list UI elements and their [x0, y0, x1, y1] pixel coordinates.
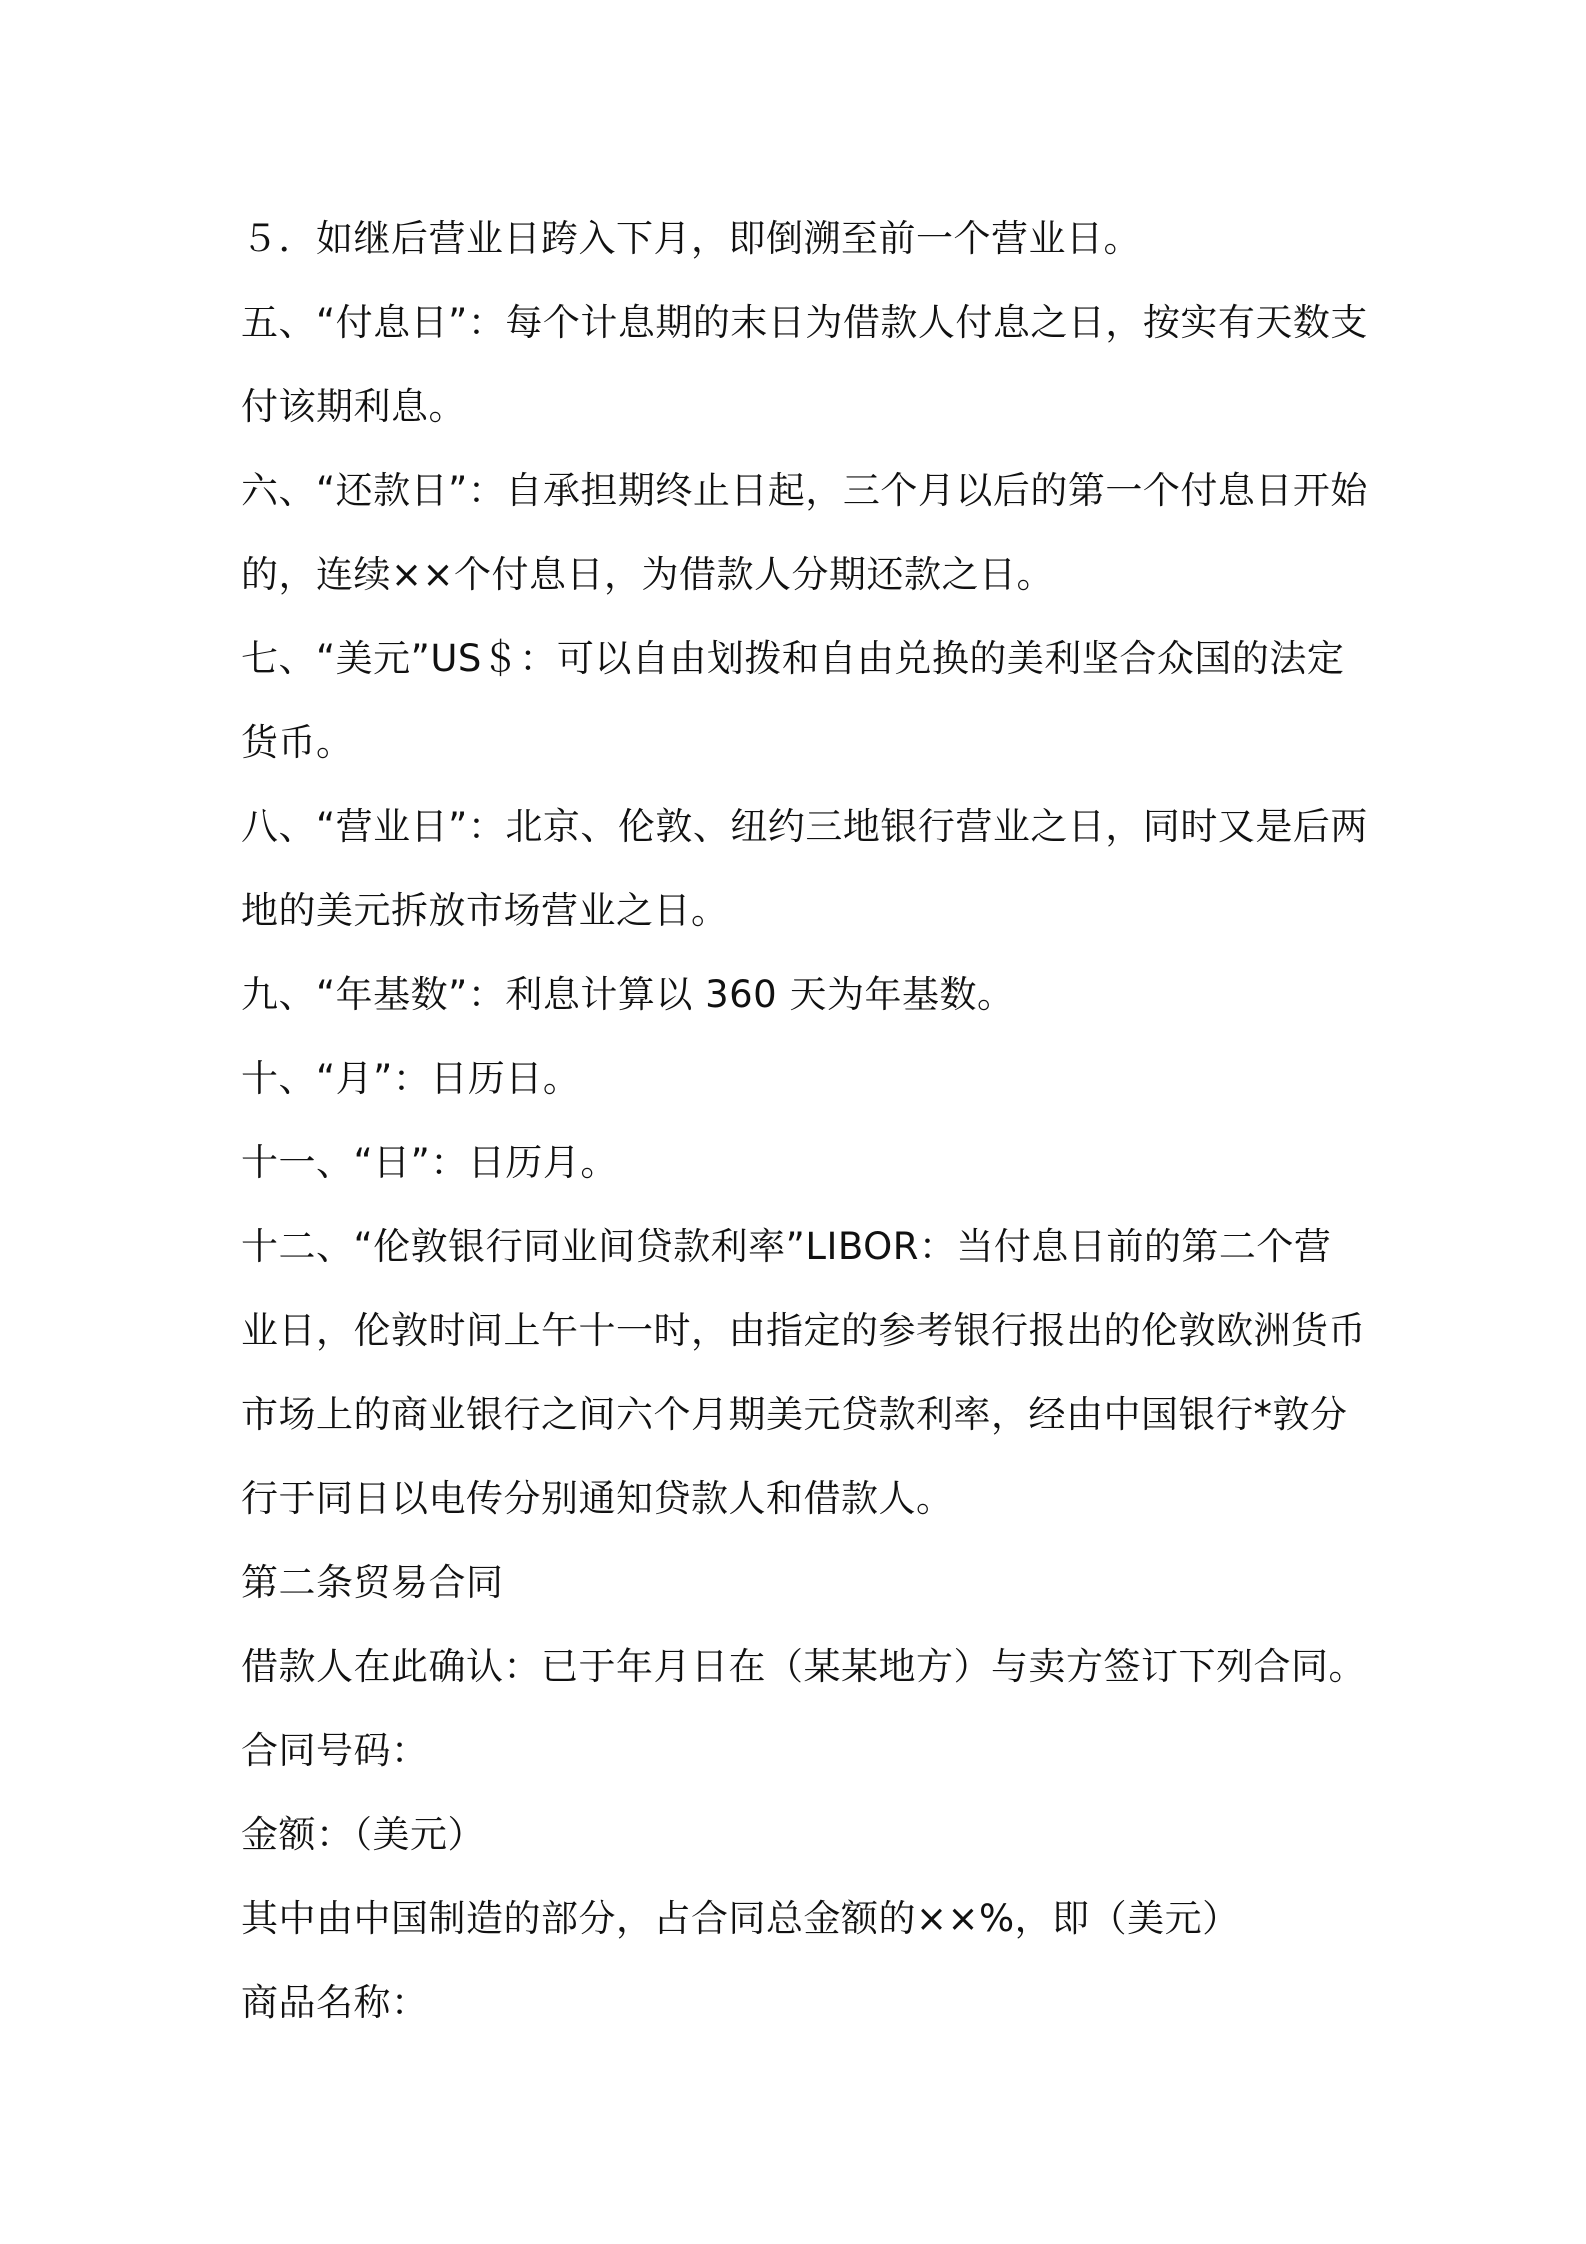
text-line: 借款人在此确认：已于年月日在（某某地方）与卖方签订下列合同。 — [241, 1645, 1366, 1688]
text-line: 六、“还款日”：自承担期终止日起，三个月以后的第一个付息日开始 — [241, 469, 1368, 512]
text-line: 的，连续××个付息日，为借款人分期还款之日。 — [241, 553, 1055, 596]
text-line: 业日，伦敦时间上午十一时，由指定的参考银行报出的伦敦欧洲货币 — [241, 1309, 1366, 1352]
text-line: 付该期利息。 — [241, 385, 466, 428]
text-line: 其中由中国制造的部分，占合同总金额的××%，即（美元） — [241, 1897, 1240, 1940]
text-line: 货币。 — [241, 721, 354, 764]
text-line: 行于同日以电传分别通知贷款人和借款人。 — [241, 1477, 954, 1520]
text-line: 十二、“伦敦银行同业间贷款利率”LIBOR：当付息日前的第二个营 — [241, 1225, 1332, 1268]
text-line: 合同号码： — [241, 1729, 429, 1772]
text-line: 市场上的商业银行之间六个月期美元贷款利率，经由中国银行*敦分 — [241, 1393, 1348, 1436]
text-line: 十、“月”：日历日。 — [241, 1057, 581, 1100]
text-line: 八、“营业日”：北京、伦敦、纽约三地银行营业之日，同时又是后两 — [241, 805, 1368, 848]
section-heading: 第二条贸易合同 — [241, 1561, 504, 1604]
text-line: 十一、“日”：日历月。 — [241, 1141, 618, 1184]
text-line: 金额：（美元） — [241, 1813, 485, 1856]
text-line: 九、“年基数”：利息计算以 360 天为年基数。 — [241, 973, 1015, 1016]
text-line: ５．如继后营业日跨入下月，即倒溯至前一个营业日。 — [241, 217, 1141, 260]
text-line: 七、“美元”US＄：可以自由划拨和自由兑换的美利坚合众国的法定 — [241, 637, 1345, 680]
text-line: 地的美元拆放市场营业之日。 — [241, 889, 729, 932]
text-line: 五、“付息日”：每个计息期的末日为借款人付息之日，按实有天数支 — [241, 301, 1368, 344]
document-body — [241, 197, 1366, 2045]
text-line: 商品名称： — [241, 1981, 429, 2024]
